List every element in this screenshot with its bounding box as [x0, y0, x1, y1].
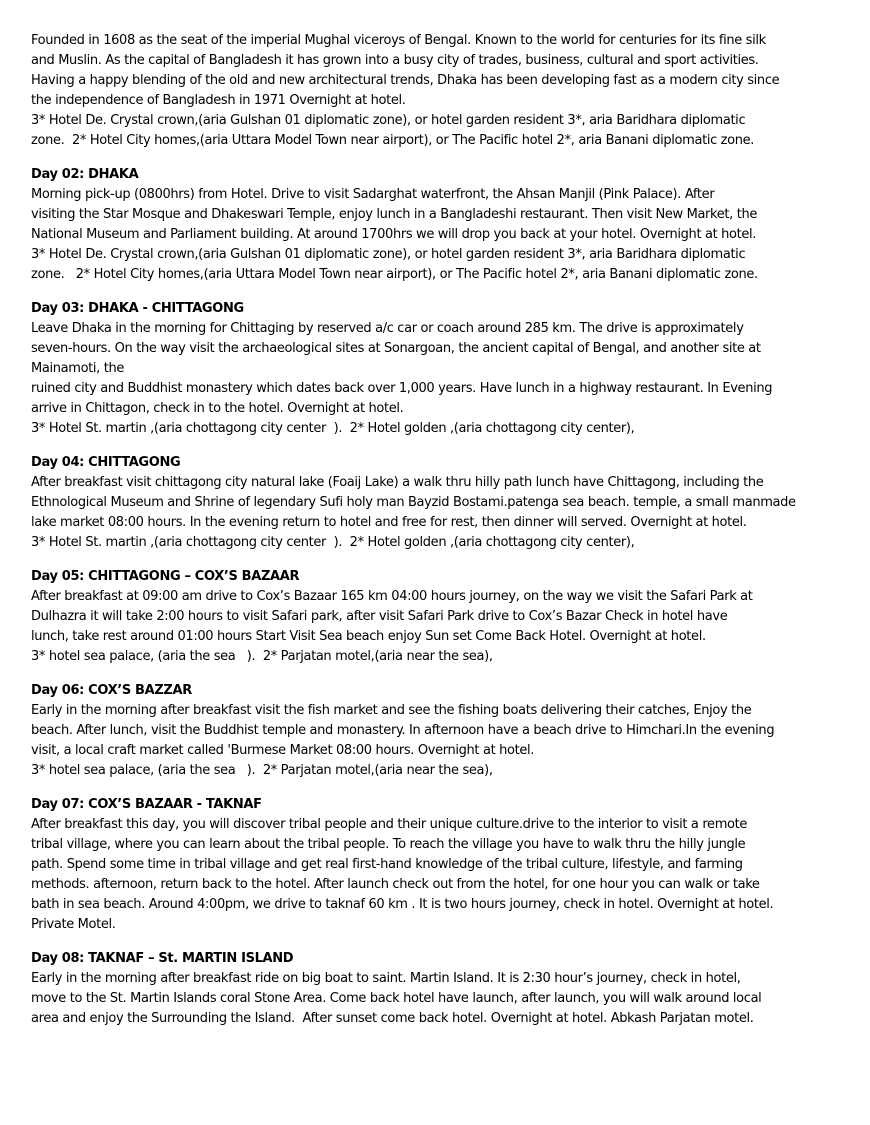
- paragraph-line: arrive in Chittagon, check in to the hotel. Overnight at hotel.: [31, 401, 404, 416]
- day-08-section: [31, 949, 843, 1029]
- day-03-section: [31, 299, 843, 439]
- paragraph-line: area and enjoy the Surrounding the Island. After sunset come back hotel. Overnight at hotel. Abkash Parjatan motel.: [31, 1011, 754, 1026]
- day-04-section: [31, 453, 843, 553]
- paragraph-line: Mainamoti, the: [31, 361, 125, 376]
- paragraph-line: lake market 08:00 hours. In the evening return to hotel and free for rest, then dinner will served. Overnight at hotel.: [31, 515, 747, 530]
- paragraph-line: 3* hotel sea palace, (aria the sea ). 2* Parjatan motel,(aria near the sea),: [31, 763, 493, 778]
- paragraph-line: visiting the Star Mosque and Dhakeswari Temple, enjoy lunch in a Bangladeshi restaurant. Then visit New Market, the: [31, 207, 758, 222]
- paragraph-line: 3* Hotel St. martin ,(aria chottagong city center ). 2* Hotel golden ,(aria chottagong city center),: [31, 421, 635, 436]
- paragraph-line: After breakfast visit chittagong city natural lake (Foaij Lake) a walk thru hilly path lunch have Chittagong, including the: [31, 475, 764, 490]
- paragraph-line: 3* Hotel St. martin ,(aria chottagong city center ). 2* Hotel golden ,(aria chottagong city center),: [31, 535, 635, 550]
- paragraph-line: 3* hotel sea palace, (aria the sea ). 2* Parjatan motel,(aria near the sea),: [31, 649, 493, 664]
- itinerary-document: [31, 31, 843, 1029]
- day-heading: Day 07: COX’S BAZAAR - TAKNAF: [31, 797, 262, 812]
- intro-section: [31, 31, 843, 151]
- paragraph-line: visit, a local craft market called 'Burmese Market 08:00 hours. Overnight at hotel.: [31, 743, 535, 758]
- paragraph-line: ruined city and Buddhist monastery which dates back over 1,000 years. Have lunch in a highway restaurant. In Evening: [31, 381, 773, 396]
- paragraph-line: move to the St. Martin Islands coral Stone Area. Come back hotel have launch, after launch, you will walk around local: [31, 991, 762, 1006]
- day-heading: Day 05: CHITTAGONG – COX’S BAZAAR: [31, 569, 300, 584]
- day-05-section: [31, 567, 843, 667]
- paragraph-line: Dulhazra it will take 2:00 hours to visit Safari park, after visit Safari Park drive to Cox’s Bazar Check in hotel have: [31, 609, 728, 624]
- day-02-section: [31, 165, 843, 285]
- paragraph-line: Early in the morning after breakfast visit the fish market and see the fishing boats delivering their catches, Enjoy the: [31, 703, 752, 718]
- paragraph-line: beach. After lunch, visit the Buddhist temple and monastery. In afternoon have a beach drive to Himchari.In the evening: [31, 723, 775, 738]
- paragraph-line: Leave Dhaka in the morning for Chittaging by reserved a/c car or coach around 285 km. The drive is approximately: [31, 321, 744, 336]
- paragraph-line: After breakfast at 09:00 am drive to Cox’s Bazaar 165 km 04:00 hours journey, on the way we visit the Safari Park at: [31, 589, 753, 604]
- paragraph-line: 3* Hotel De. Crystal crown,(aria Gulshan 01 diplomatic zone), or hotel garden resident 3*, aria Baridhara diplomatic: [31, 113, 746, 128]
- day-heading: Day 04: CHITTAGONG: [31, 455, 181, 470]
- paragraph-line: tribal village, where you can learn about the tribal people. To reach the village you have to walk thru the hilly jungle: [31, 837, 746, 852]
- paragraph-line: and Muslin. As the capital of Bangladesh it has grown into a busy city of trades, business, cultural and sport activities.: [31, 53, 759, 68]
- paragraph-line: zone. 2* Hotel City homes,(aria Uttara Model Town near airport), or The Pacific hotel 2*, aria Banani diplomatic zone.: [31, 133, 755, 148]
- paragraph-line: seven-hours. On the way visit the archaeological sites at Sonargoan, the ancient capital of Bengal, and another site at: [31, 341, 761, 356]
- paragraph-line: Private Motel.: [31, 917, 116, 932]
- day-heading: Day 06: COX’S BAZZAR: [31, 683, 192, 698]
- paragraph-line: Early in the morning after breakfast ride on big boat to saint. Martin Island. It is 2:30 hour’s journey, check in hotel,: [31, 971, 741, 986]
- paragraph-line: path. Spend some time in tribal village and get real first-hand knowledge of the tribal culture, lifestyle, and farming: [31, 857, 743, 872]
- day-07-section: [31, 795, 843, 935]
- paragraph-line: bath in sea beach. Around 4:00pm, we drive to taknaf 60 km . It is two hours journey, check in hotel. Overnight at hotel.: [31, 897, 774, 912]
- paragraph-line: methods. afternoon, return back to the hotel. After launch check out from the hotel, for one hour you can walk or take: [31, 877, 760, 892]
- paragraph-line: the independence of Bangladesh in 1971 Overnight at hotel.: [31, 93, 406, 108]
- day-06-section: [31, 681, 843, 781]
- paragraph-line: National Museum and Parliament building. At around 1700hrs we will drop you back at your hotel. Overnight at hotel.: [31, 227, 757, 242]
- paragraph-line: zone. 2* Hotel City homes,(aria Uttara Model Town near airport), or The Pacific hotel 2*, aria Banani diplomatic zone.: [31, 267, 758, 282]
- paragraph-line: lunch, take rest around 01:00 hours Start Visit Sea beach enjoy Sun set Come Back Hotel. Overnight at hotel.: [31, 629, 706, 644]
- paragraph-line: Founded in 1608 as the seat of the imperial Mughal viceroys of Bengal. Known to the world for centuries for its fine silk: [31, 33, 766, 48]
- paragraph-line: Morning pick-up (0800hrs) from Hotel. Drive to visit Sadarghat waterfront, the Ahsan Manjil (Pink Palace). After: [31, 187, 715, 202]
- paragraph-line: Ethnological Museum and Shrine of legendary Sufi holy man Bayzid Bostami.patenga sea beach. temple, a small manmade: [31, 495, 796, 510]
- day-heading: Day 02: DHAKA: [31, 167, 139, 182]
- paragraph-line: Having a happy blending of the old and new architectural trends, Dhaka has been developing fast as a modern city since: [31, 73, 780, 88]
- paragraph-line: After breakfast this day, you will discover tribal people and their unique culture.drive to the interior to visit a remote: [31, 817, 748, 832]
- paragraph-line: 3* Hotel De. Crystal crown,(aria Gulshan 01 diplomatic zone), or hotel garden resident 3*, aria Baridhara diplomatic: [31, 247, 746, 262]
- day-heading: Day 03: DHAKA - CHITTAGONG: [31, 301, 244, 316]
- day-heading: Day 08: TAKNAF – St. MARTIN ISLAND: [31, 951, 294, 966]
